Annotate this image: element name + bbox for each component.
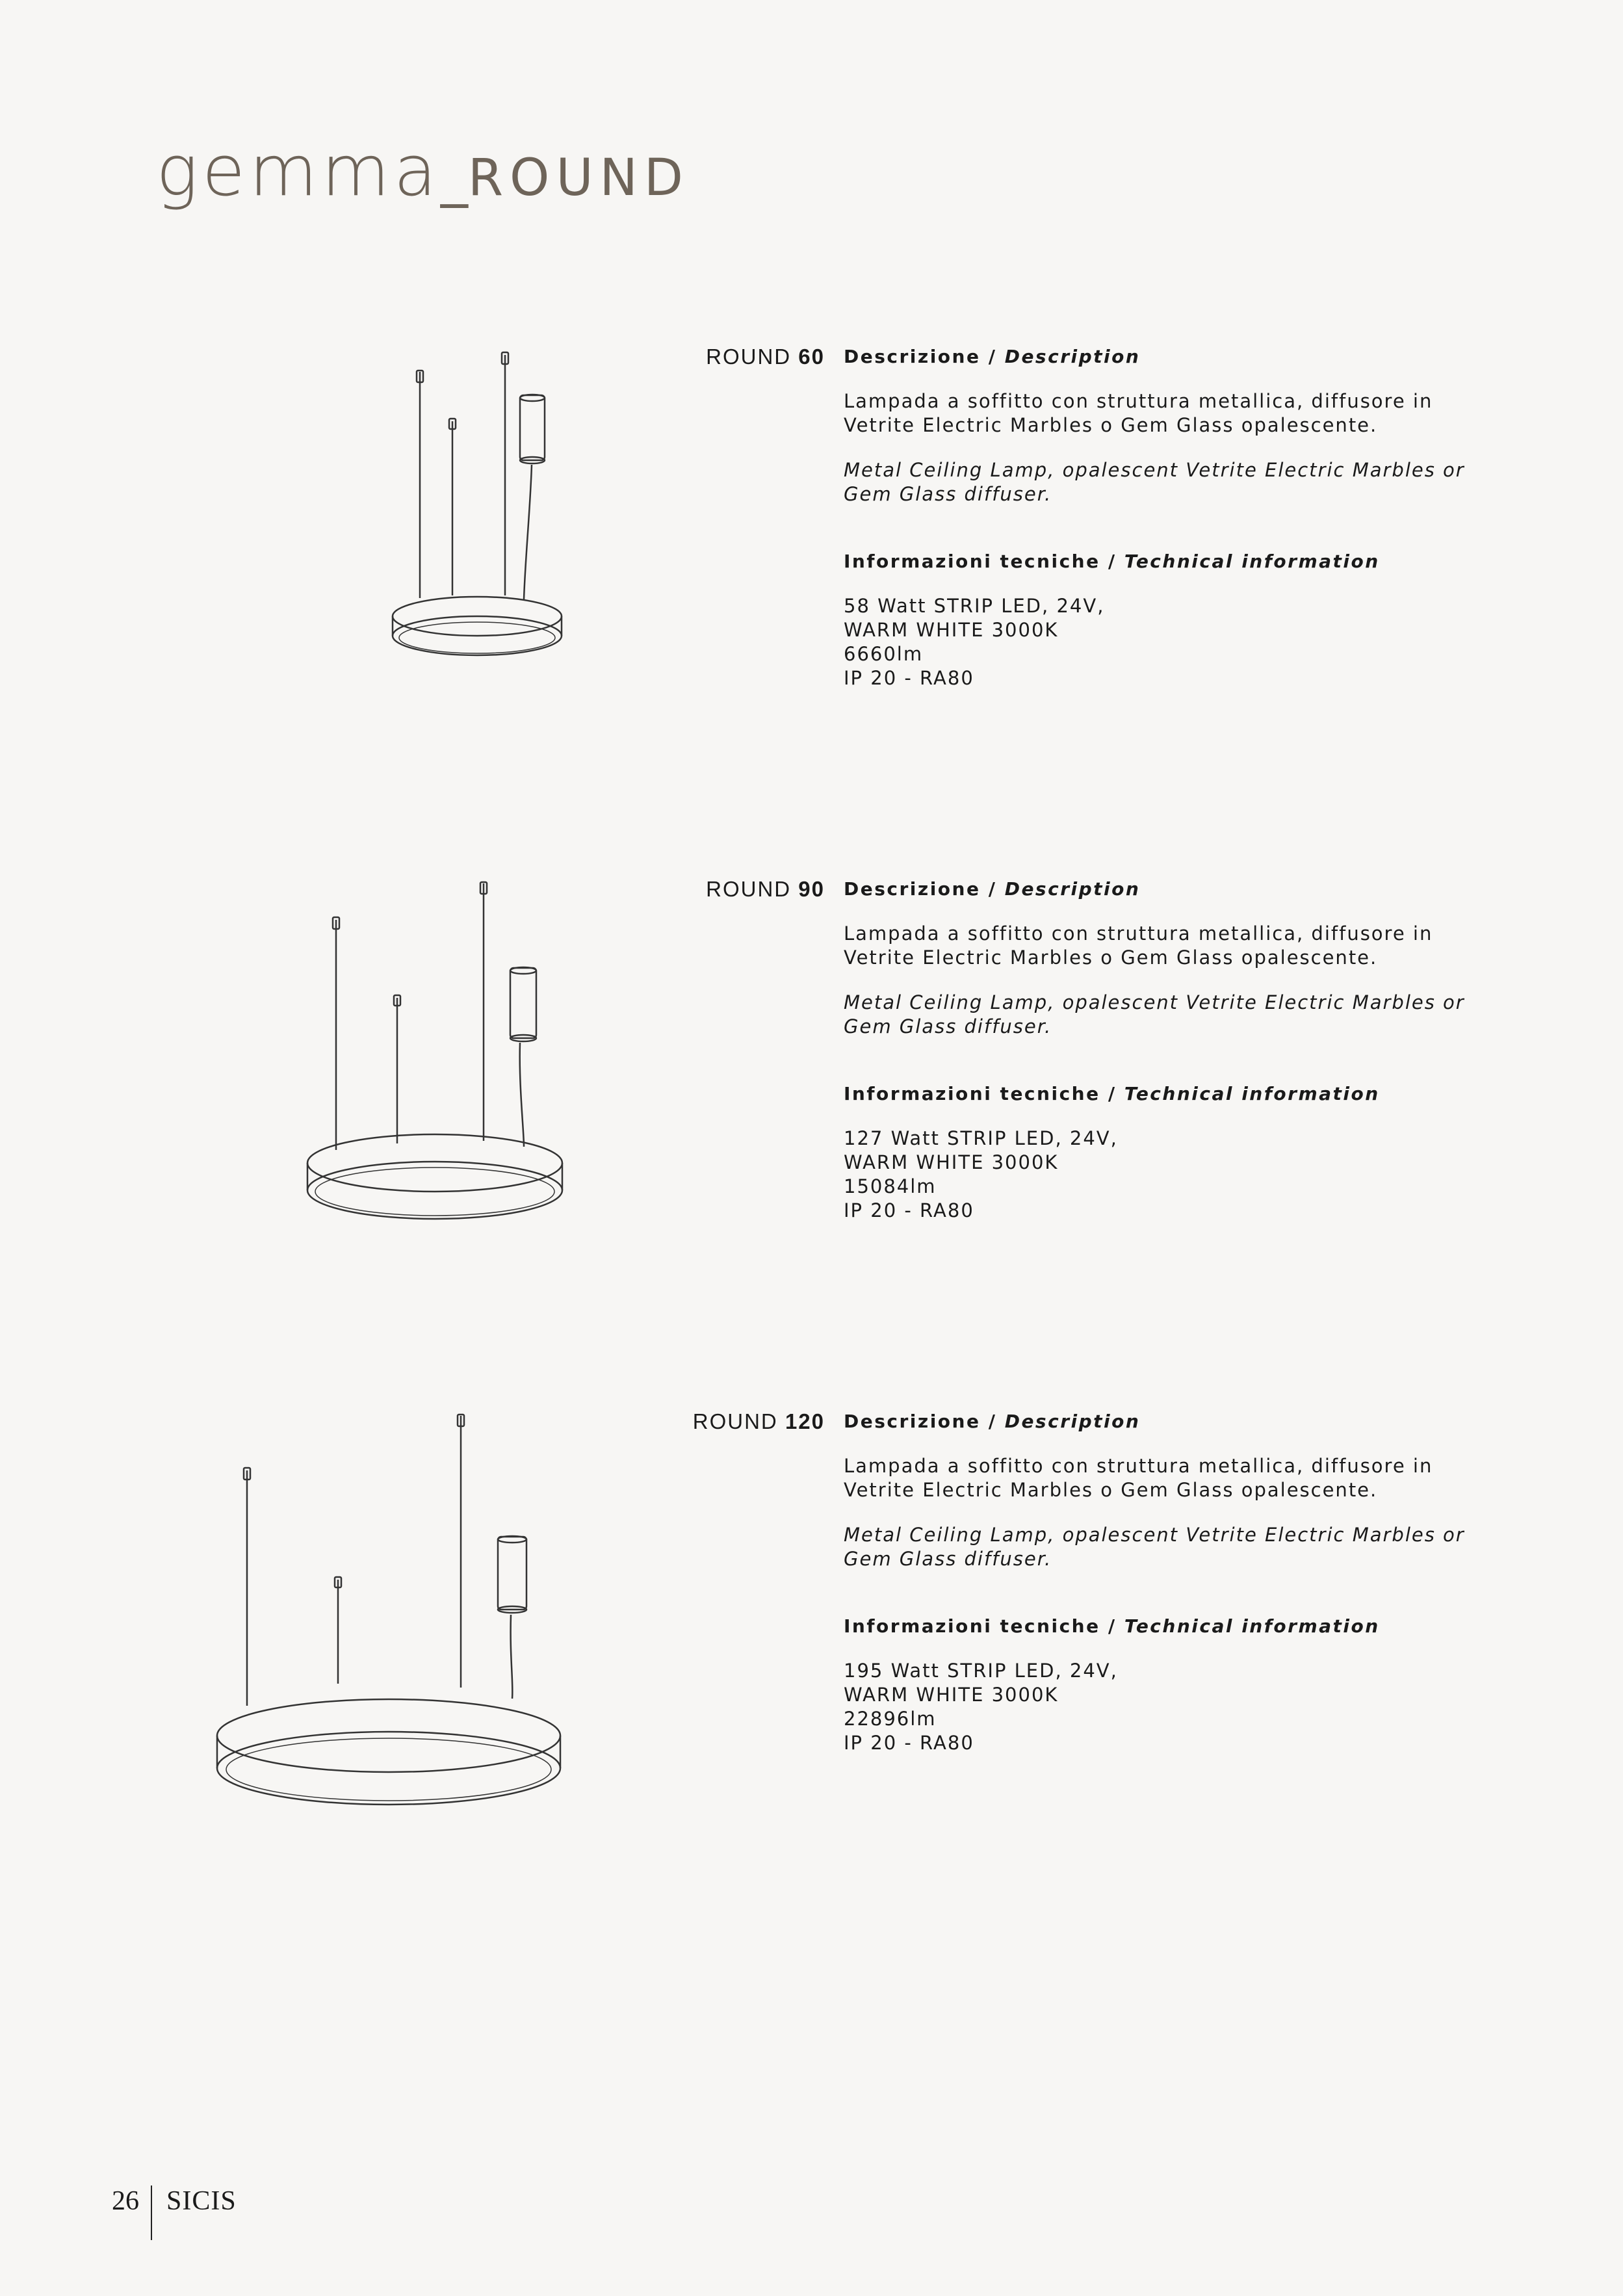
title-sub: ROUND bbox=[467, 149, 690, 207]
spec-power: 195 Watt STRIP LED, 24V, bbox=[844, 1660, 1118, 1682]
page-title bbox=[156, 131, 690, 212]
heading-sep: / bbox=[1100, 551, 1124, 572]
tech-heading-en: Technical information bbox=[1124, 551, 1380, 572]
heading-sep: / bbox=[1100, 1615, 1124, 1637]
spec-color: WARM WHITE 3000K bbox=[844, 619, 1059, 641]
product-model-label bbox=[706, 877, 825, 902]
model-size: 90 bbox=[798, 877, 825, 901]
desc-heading-it: Descrizione bbox=[844, 346, 981, 367]
spec-color: WARM WHITE 3000K bbox=[844, 1684, 1059, 1706]
description-heading bbox=[844, 345, 1481, 369]
description-en: Metal Ceiling Lamp, opalescent Vetrite Electric Marbles or Gem Glass diffuser. bbox=[844, 991, 1465, 1037]
description-it: Lampada a soffitto con struttura metallica, diffusore in Vetrite Electric Marbles o Gem Glass opalescente. bbox=[844, 1455, 1433, 1501]
title-separator: _ bbox=[440, 144, 468, 208]
desc-heading-en: Description bbox=[1004, 346, 1141, 367]
spec-lumen: 22896lm bbox=[844, 1708, 937, 1730]
title-main: gemma bbox=[156, 131, 441, 212]
heading-sep: / bbox=[1100, 1083, 1124, 1104]
heading-sep: / bbox=[980, 346, 1005, 367]
desc-heading-en: Description bbox=[1004, 1411, 1141, 1432]
page-number: 26 bbox=[112, 2186, 139, 2216]
spec-lumen: 6660lm bbox=[844, 643, 924, 665]
description-en: Metal Ceiling Lamp, opalescent Vetrite Electric Marbles or Gem Glass diffuser. bbox=[844, 1524, 1465, 1570]
technical-heading bbox=[844, 1082, 1481, 1106]
spec-power: 127 Watt STRIP LED, 24V, bbox=[844, 1127, 1118, 1149]
desc-heading-en: Description bbox=[1004, 878, 1141, 900]
description-heading bbox=[844, 1409, 1481, 1433]
description-it: Lampada a soffitto con struttura metallica, diffusore in Vetrite Electric Marbles o Gem Glass opalescente. bbox=[844, 390, 1433, 436]
product-round-120 bbox=[0, 1409, 1623, 1903]
product-model-label bbox=[706, 345, 825, 369]
model-size: 60 bbox=[798, 345, 825, 369]
tech-heading-it: Informazioni tecniche bbox=[844, 1615, 1100, 1637]
heading-sep: / bbox=[980, 878, 1005, 900]
tech-heading-it: Informazioni tecniche bbox=[844, 1083, 1100, 1104]
description-heading bbox=[844, 877, 1481, 901]
desc-heading-it: Descrizione bbox=[844, 1411, 981, 1432]
spec-power: 58 Watt STRIP LED, 24V, bbox=[844, 595, 1105, 617]
desc-heading-it: Descrizione bbox=[844, 878, 981, 900]
spec-lumen: 15084lm bbox=[844, 1175, 937, 1197]
product-round-90 bbox=[0, 877, 1623, 1371]
tech-heading-it: Informazioni tecniche bbox=[844, 551, 1100, 572]
technical-heading bbox=[844, 549, 1481, 573]
product-info bbox=[844, 1409, 1481, 1755]
tech-heading-en: Technical information bbox=[1124, 1083, 1380, 1104]
spec-ip: IP 20 - RA80 bbox=[844, 1199, 974, 1221]
tech-heading-en: Technical information bbox=[1124, 1615, 1380, 1637]
product-info bbox=[844, 345, 1481, 690]
model-name: ROUND bbox=[692, 1409, 778, 1433]
spec-ip: IP 20 - RA80 bbox=[844, 1732, 974, 1754]
description-en: Metal Ceiling Lamp, opalescent Vetrite Electric Marbles or Gem Glass diffuser. bbox=[844, 459, 1465, 505]
product-round-60 bbox=[0, 345, 1623, 839]
spec-color: WARM WHITE 3000K bbox=[844, 1151, 1059, 1173]
model-name: ROUND bbox=[706, 877, 792, 901]
model-size: 120 bbox=[785, 1409, 825, 1433]
description-it: Lampada a soffitto con struttura metallica, diffusore in Vetrite Electric Marbles o Gem Glass opalescente. bbox=[844, 922, 1433, 969]
product-info bbox=[844, 877, 1481, 1223]
model-name: ROUND bbox=[706, 345, 792, 369]
page-footer bbox=[112, 2185, 237, 2240]
product-model-label bbox=[693, 1409, 825, 1434]
brand-logo: SICIS bbox=[166, 2186, 237, 2216]
spec-ip: IP 20 - RA80 bbox=[844, 667, 974, 689]
heading-sep: / bbox=[980, 1411, 1005, 1432]
technical-heading bbox=[844, 1614, 1481, 1638]
